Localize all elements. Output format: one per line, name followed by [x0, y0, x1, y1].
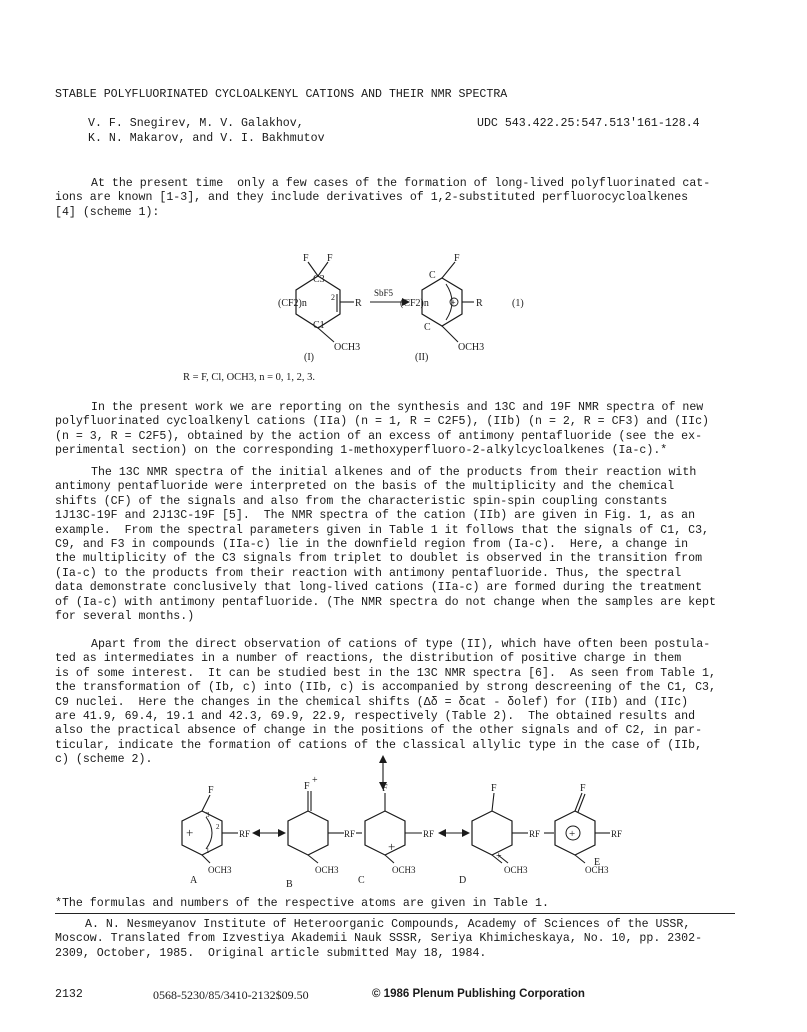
paragraph-line: shifts (CF) of the signals and also from the characteristic spin-spin coupling constants	[55, 494, 668, 508]
paragraph-line: are 41.9, 69.4, 19.1 and 42.3, 69.9, 22.9, respectively (Table 2). The obtained results and	[55, 710, 696, 724]
group-cf2n: (CF2)n	[278, 298, 307, 309]
svg-text:3: 3	[206, 811, 210, 819]
authors-line-1: V. F. Snegirev, M. V. Galakhov,	[88, 117, 304, 130]
paragraph-line: the multiplicity of the C3 signals from triplet to doublet is observed in the transition from	[55, 552, 703, 566]
paragraph-charge-distribution	[55, 638, 755, 768]
label-compound-II: (II)	[415, 352, 429, 363]
svg-text:RF: RF	[611, 829, 623, 839]
copyright: © 1986 Plenum Publishing Corporation	[372, 988, 585, 1000]
affiliation-line: Moscow. Translated from Izvestiya Akademii Nauk SSSR, Seriya Khimicheskaya, No. 10, pp. 2302-	[55, 932, 703, 946]
paragraph-spectra	[55, 466, 755, 624]
label-compound-I: (I)	[304, 352, 314, 363]
paragraph-line: perimental section) on the corresponding 1-methoxyperfluoro-2-alkylcycloalkenes (Ia-c).*	[55, 444, 668, 458]
group-cf2n: (CF2)n	[400, 298, 429, 309]
paragraph-line: C9, and F3 in compounds (IIa-c) lie in the downfield region from (Ia-c). Here, a change in	[55, 538, 689, 552]
paragraph-line: The 13C NMR spectra of the initial alkenes and of the products from their reaction with	[91, 466, 697, 479]
authors-line-2: K. N. Makarov, and V. I. Bakhmutov	[88, 132, 325, 145]
paragraph-line: (n = 3, R = C2F5), obtained by the action of an excess of antimony pentafluoride (see the ex-	[55, 429, 703, 443]
paragraph-line: In the present work we are reporting on the synthesis and 13C and 19F NMR spectra of new	[91, 401, 704, 414]
article-code: 0568-5230/85/3410-2132$09.50	[153, 988, 309, 1002]
locant-2: 2	[331, 293, 335, 302]
equation-number: (1)	[512, 298, 524, 309]
svg-text:OCH3: OCH3	[392, 865, 416, 875]
paragraph-line: example. From the spectral parameters given in Table 1 it follows that the signals of C1, C3,	[55, 523, 709, 537]
svg-text:RF: RF	[529, 829, 541, 839]
paragraph-line: the transformation of (Ib, c) into (IIb, c) is accompanied by strong descreening of the C1, C3,	[55, 681, 716, 695]
svg-text:F: F	[491, 783, 497, 794]
paragraph-line: c) (scheme 2).	[55, 753, 153, 767]
scheme-2-label-E: E	[594, 857, 601, 868]
svg-text:+: +	[569, 828, 576, 840]
affiliation-line: 2309, October, 1985. Original article submitted May 18, 1984.	[55, 946, 487, 960]
structure-B	[288, 775, 355, 875]
intro-paragraph	[55, 177, 755, 220]
structure-C	[365, 783, 434, 875]
reagent-sbf5: SbF5	[374, 288, 394, 298]
scheme-2-label-C: C	[358, 875, 365, 886]
paragraph-line: Apart from the direct observation of cations of type (II), which have often been postula-	[91, 638, 711, 651]
atom-C3: C3	[313, 274, 325, 285]
atom-C1: C1	[313, 320, 325, 331]
atom-F: F	[327, 253, 333, 264]
structure-D	[472, 783, 540, 875]
affiliation-block	[55, 918, 755, 961]
svg-text:OCH3: OCH3	[585, 865, 609, 875]
footnote: *The formulas and numbers of the respective atoms are given in Table 1.	[55, 897, 549, 910]
svg-text:+: +	[312, 775, 318, 786]
svg-text:RF: RF	[344, 829, 356, 839]
paragraph-line: also the practical absence of change in the positions of the other signals and of C2, in par-	[55, 724, 703, 738]
scheme-1-conditions: R = F, Cl, OCH3, n = 0, 1, 2, 3.	[183, 372, 316, 383]
atom-C: C	[429, 270, 436, 281]
substituent-r: R	[476, 298, 483, 309]
svg-text:F: F	[580, 783, 586, 794]
footnote-divider	[55, 913, 735, 914]
scheme-2-label-D: D	[459, 875, 467, 886]
structure-E	[555, 783, 622, 875]
atom-C: C	[424, 322, 431, 333]
paragraph-line: ticular, indicate the formation of cations of the classical allylic type in the case of (IIb,	[55, 738, 703, 752]
intro-line: At the present time only a few cases of the formation of long-lived polyfluorinated cat-	[91, 177, 711, 190]
svg-text:+: +	[186, 825, 194, 840]
svg-text:OCH3: OCH3	[208, 865, 232, 875]
scheme-1	[250, 248, 550, 368]
paragraph-line: (Ia-c) to the products from their reaction with antimony pentafluoride. Thus, the spectral	[55, 566, 682, 580]
svg-text:1: 1	[206, 847, 210, 855]
affiliation-line: A. N. Nesmeyanov Institute of Heteroorganic Compounds, Academy of Sciences of the USSR,	[85, 918, 691, 931]
atom-F: F	[303, 253, 309, 264]
svg-text:RF: RF	[423, 829, 435, 839]
svg-text:OCH3: OCH3	[315, 865, 339, 875]
svg-text:2: 2	[216, 823, 220, 831]
intro-line: [4] (scheme 1):	[55, 205, 160, 219]
svg-text:F: F	[304, 781, 310, 792]
udc-code: UDC 543.422.25:547.513'161-128.4	[477, 117, 700, 130]
page-number: 2132	[55, 988, 83, 1001]
paragraph-line: ted as intermediates in a number of reactions, the distribution of positive charge in them	[55, 652, 682, 666]
svg-text:RF: RF	[239, 829, 251, 839]
intro-line: ions are known [1-3], and they include derivatives of 1,2-substituted perfluorocycloalkenes	[55, 191, 689, 205]
svg-text:F: F	[382, 783, 388, 794]
svg-text:+: +	[496, 851, 502, 862]
charge-plus: +	[451, 298, 456, 307]
paragraph-line: C9 nuclei. Here the changes in the chemical shifts (Δδ = δcat - δolef) for (IIb) and (IIc)	[55, 695, 689, 709]
structure-A	[182, 785, 250, 875]
substituent-och3: OCH3	[334, 342, 361, 353]
paragraph-line: of (Ia-c) with antimony pentafluoride. (The NMR spectra do not change when the samples are kept	[55, 595, 716, 609]
substituent-och3: OCH3	[458, 342, 485, 353]
article-title: STABLE POLYFLUORINATED CYCLOALKENYL CATIONS AND THEIR NMR SPECTRA	[55, 88, 508, 101]
scheme-2	[160, 755, 640, 875]
paragraph-line: 1J13C-19F and 2J13C-19F [5]. The NMR spectra of the cation (IIb) are given in Fig. 1, as an	[55, 509, 696, 523]
scheme-2-label-A: A	[190, 875, 198, 886]
paragraph-synthesis	[55, 401, 755, 459]
paragraph-line: polyfluorinated cycloalkenyl cations (IIa) (n = 1, R = C2F5), (IIb) (n = 2, R = CF3) and (IIc)	[55, 415, 709, 429]
paragraph-line: for several months.)	[55, 610, 195, 624]
paragraph-line: antimony pentafluoride were interpreted on the basis of the multiplicity and the chemical	[55, 480, 675, 494]
substituent-r: R	[355, 298, 362, 309]
paragraph-line: is of some interest. It can be studied best in the 13C NMR spectra [6]. As seen from Table 1,	[55, 666, 716, 680]
scheme-2-label-B: B	[286, 879, 293, 890]
atom-F: F	[454, 253, 460, 264]
svg-text:+: +	[388, 839, 396, 854]
paragraph-line: data demonstrate conclusively that long-lived cations (IIa-c) are formed during the treatment	[55, 581, 703, 595]
svg-text:F: F	[208, 785, 214, 796]
svg-text:OCH3: OCH3	[504, 865, 528, 875]
